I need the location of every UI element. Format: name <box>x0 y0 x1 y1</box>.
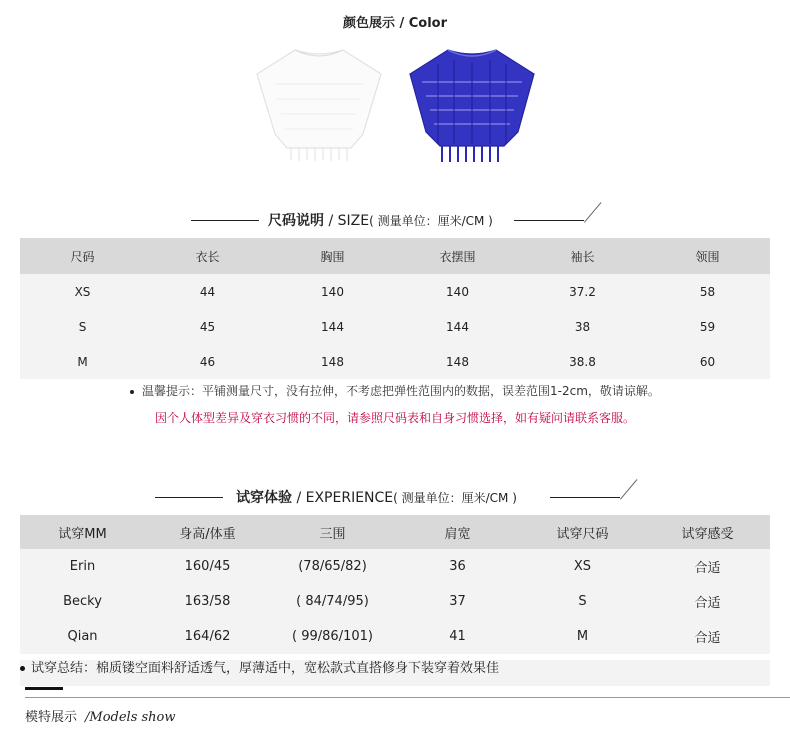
table-cell: 140 <box>395 274 520 309</box>
bullet-icon <box>130 390 134 394</box>
table-cell: 46 <box>145 344 270 379</box>
table-cell: 37.2 <box>520 274 645 309</box>
table-cell: Becky <box>20 584 145 619</box>
experience-title-en: / EXPERIENCE <box>292 490 394 506</box>
table-row <box>20 344 770 379</box>
table-cell: 38.8 <box>520 344 645 379</box>
experience-header-cell: 试穿感受 <box>645 515 770 549</box>
size-header-cell: 领围 <box>645 238 770 274</box>
heading-slash <box>584 202 601 223</box>
table-cell: 合适 <box>645 619 770 654</box>
color-section-title: 颜色展示 / Color <box>342 16 448 31</box>
table-cell: XS <box>20 274 145 309</box>
heading-rule-left <box>155 497 223 498</box>
size-header-cell: 尺码 <box>20 238 145 274</box>
size-header-cell: 衣长 <box>145 238 270 274</box>
table-cell: XS <box>520 549 645 584</box>
table-cell: M <box>20 344 145 379</box>
experience-header-cell: 试穿MM <box>20 515 145 549</box>
experience-header-cell: 三围 <box>270 515 395 549</box>
experience-heading <box>0 487 790 509</box>
table-cell: 163/58 <box>145 584 270 619</box>
experience-header-cell: 试穿尺码 <box>520 515 645 549</box>
experience-table-header <box>20 515 770 549</box>
experience-table <box>20 515 770 654</box>
table-cell: 44 <box>145 274 270 309</box>
table-cell: 合适 <box>645 584 770 619</box>
size-title-en: / SIZE <box>324 213 370 229</box>
table-cell: 140 <box>270 274 395 309</box>
blue-poncho-image <box>408 44 536 164</box>
size-header-cell: 胸围 <box>270 238 395 274</box>
table-cell: ( 84/74/95) <box>270 584 395 619</box>
size-tip <box>0 382 790 399</box>
heading-slash <box>620 479 637 500</box>
table-cell: 60 <box>645 344 770 379</box>
table-row <box>20 309 770 344</box>
table-row <box>20 274 770 309</box>
bullet-icon <box>20 666 25 671</box>
table-cell: 36 <box>395 549 520 584</box>
table-cell: 148 <box>395 344 520 379</box>
table-row <box>20 619 770 654</box>
table-cell: M <box>520 619 645 654</box>
table-cell: 148 <box>270 344 395 379</box>
white-poncho-image <box>255 44 383 162</box>
table-cell: Qian <box>20 619 145 654</box>
models-accent-bar <box>25 687 63 690</box>
table-row <box>20 584 770 619</box>
table-cell: 合适 <box>645 549 770 584</box>
table-cell: 45 <box>145 309 270 344</box>
size-table <box>20 238 770 379</box>
table-cell: 41 <box>395 619 520 654</box>
table-cell: S <box>520 584 645 619</box>
experience-header-cell: 身高/体重 <box>145 515 270 549</box>
table-cell: 144 <box>270 309 395 344</box>
table-cell: Erin <box>20 549 145 584</box>
table-cell: 37 <box>395 584 520 619</box>
size-table-header <box>20 238 770 274</box>
models-title-en: /Models show <box>85 710 176 725</box>
table-cell: S <box>20 309 145 344</box>
experience-summary <box>20 660 770 686</box>
table-cell: ( 99/86/101) <box>270 619 395 654</box>
table-cell: 164/62 <box>145 619 270 654</box>
experience-summary-text: 试穿总结：棉质镂空面料舒适透气，厚薄适中，宽松款式直搭修身下装穿着效果佳 <box>31 661 500 676</box>
table-row <box>20 549 770 584</box>
experience-unit: ( 测量单位：厘米/CM ) <box>393 491 517 505</box>
size-tip-text: 温馨提示：平铺测量尺寸，没有拉伸，不考虑把弹性范围内的数据，误差范围1-2cm，敬请谅解。 <box>142 384 660 398</box>
size-title-cn: 尺码说明 <box>268 213 324 229</box>
table-cell: 38 <box>520 309 645 344</box>
table-cell: 59 <box>645 309 770 344</box>
table-cell: (78/65/82) <box>270 549 395 584</box>
size-header-cell: 袖长 <box>520 238 645 274</box>
size-heading <box>0 210 790 232</box>
size-unit: ( 测量单位：厘米/CM ) <box>369 214 493 228</box>
experience-title-cn: 试穿体验 <box>236 490 292 506</box>
size-warning: 因个人体型差异及穿衣习惯的不同，请参照尺码表和自身习惯选择，如有疑问请联系客服。 <box>154 411 635 425</box>
heading-rule-left <box>191 220 259 221</box>
models-divider <box>25 697 790 698</box>
table-cell: 144 <box>395 309 520 344</box>
models-heading <box>25 706 176 725</box>
models-title-cn: 模特展示 <box>25 710 78 725</box>
heading-rule-right <box>514 220 584 221</box>
heading-rule-right <box>550 497 620 498</box>
table-cell: 160/45 <box>145 549 270 584</box>
size-header-cell: 衣摆围 <box>395 238 520 274</box>
experience-header-cell: 肩宽 <box>395 515 520 549</box>
table-cell: 58 <box>645 274 770 309</box>
